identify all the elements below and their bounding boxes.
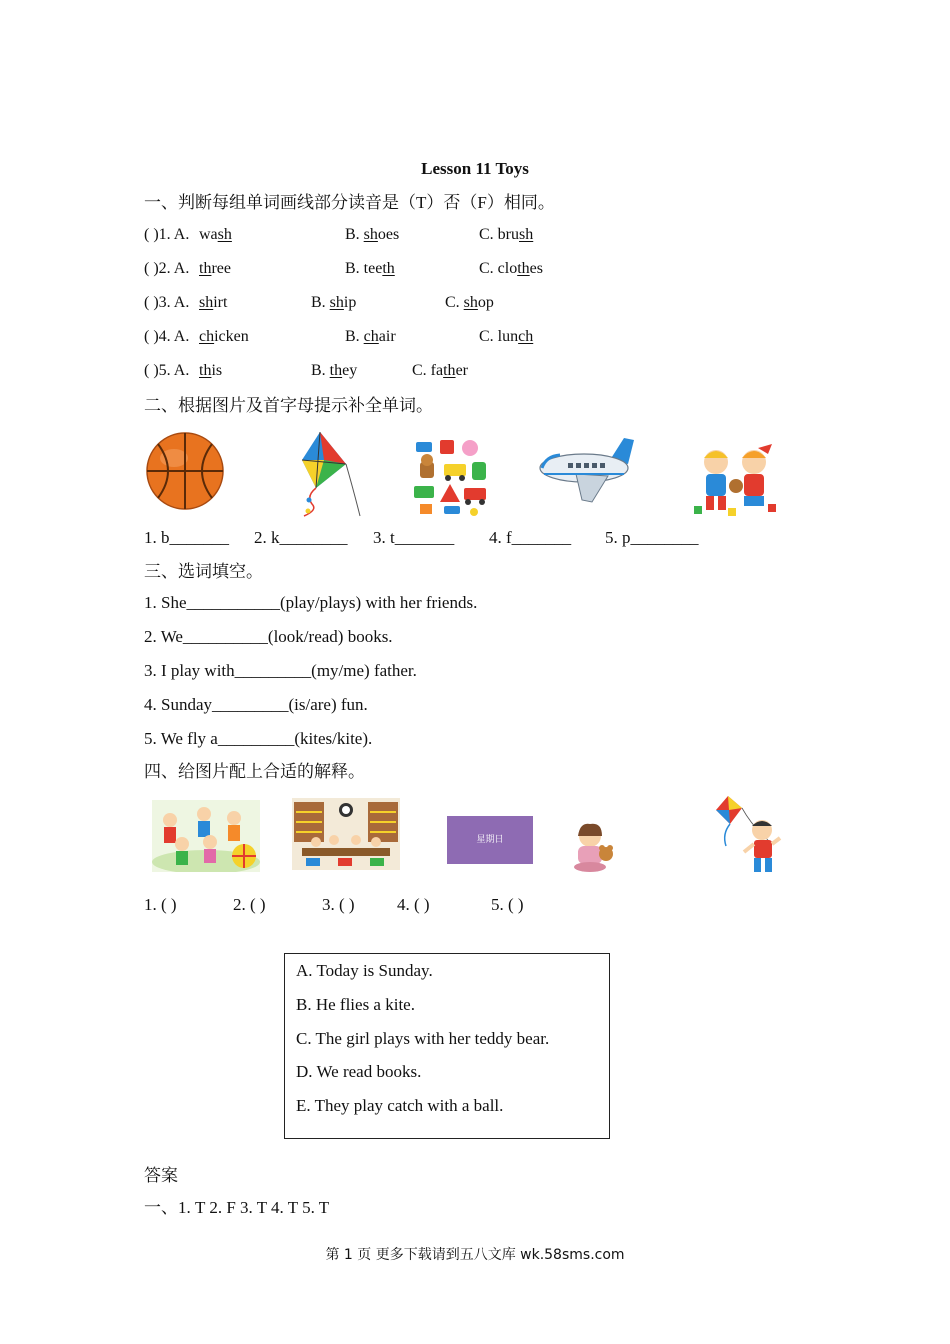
row4-word-c: C. lunch bbox=[479, 328, 534, 345]
boy-flying-kite-picture bbox=[712, 796, 784, 878]
section3-heading: 三、选词填空。 bbox=[144, 562, 263, 581]
fill-item-1: 1. She___________(play/plays) with her friends. bbox=[144, 593, 478, 612]
fill-item-2: 2. We__________(look/read) books. bbox=[144, 627, 393, 646]
section1-heading: 一、判断每组单词画线部分读音是（T）否（F）相同。 bbox=[144, 193, 555, 212]
answers-heading: 答案 bbox=[144, 1166, 178, 1185]
fill-item-3: 3. I play with_________(my/me) father. bbox=[144, 661, 417, 680]
row1-word-c: C. brush bbox=[479, 226, 534, 243]
blank-3: 3. t_______ bbox=[373, 528, 455, 547]
blank-2: 2. k________ bbox=[254, 528, 348, 547]
basketball-picture bbox=[144, 430, 226, 512]
row4-num: ( )4. A. bbox=[144, 328, 190, 345]
option-e: E. They play catch with a ball. bbox=[296, 1096, 504, 1115]
section2-heading: 二、根据图片及首字母提示补全单词。 bbox=[144, 396, 433, 415]
row5-word-b: B. they bbox=[311, 362, 358, 379]
section4-heading: 四、给图片配上合适的解释。 bbox=[144, 762, 365, 781]
sunday-card-picture bbox=[447, 816, 533, 864]
toys-picture bbox=[410, 436, 492, 518]
page-footer: 第 1 页 更多下载请到五八文库 wk.58sms.com bbox=[325, 1247, 625, 1263]
row3-word-c: C. shop bbox=[445, 294, 494, 311]
row5-word-a: this bbox=[199, 362, 223, 379]
blank-1: 1. b_______ bbox=[144, 528, 229, 547]
row2-word-c: C. clothes bbox=[479, 260, 543, 277]
answer-paren-2: 2. ( ) bbox=[233, 895, 266, 914]
page-title: Lesson 11 Toys bbox=[421, 159, 529, 178]
row2-num: ( )2. A. bbox=[144, 260, 190, 277]
row3-word-a: shirt bbox=[199, 294, 228, 311]
row4-word-a: chicken bbox=[199, 328, 249, 345]
library-reading-picture bbox=[292, 798, 400, 870]
row3-num: ( )3. A. bbox=[144, 294, 190, 311]
blank-5: 5. p________ bbox=[605, 528, 699, 547]
row3-word-b: B. ship bbox=[311, 294, 357, 311]
answer-paren-1: 1. ( ) bbox=[144, 895, 177, 914]
option-b: B. He flies a kite. bbox=[296, 995, 415, 1014]
row2-word-b: B. teeth bbox=[345, 260, 395, 277]
girl-teddy-bear-picture bbox=[572, 822, 618, 872]
row2-word-a: three bbox=[199, 260, 231, 277]
kite-picture bbox=[292, 430, 362, 518]
option-d: D. We read books. bbox=[296, 1062, 422, 1081]
answer-paren-3: 3. ( ) bbox=[322, 895, 355, 914]
blank-4: 4. f_______ bbox=[489, 528, 572, 547]
answer-paren-4: 4. ( ) bbox=[397, 895, 430, 914]
options-box bbox=[284, 953, 610, 1139]
children-playing-ball-picture bbox=[152, 800, 260, 872]
airplane-picture bbox=[538, 436, 636, 506]
row5-num: ( )5. A. bbox=[144, 362, 190, 379]
row4-word-b: B. chair bbox=[345, 328, 396, 345]
answer-paren-5: 5. ( ) bbox=[491, 895, 524, 914]
row5-word-c: C. father bbox=[412, 362, 468, 379]
sunday-card-text: 星期日 bbox=[476, 835, 504, 845]
fill-item-4: 4. Sunday_________(is/are) fun. bbox=[144, 695, 368, 714]
option-c: C. The girl plays with her teddy bear. bbox=[296, 1029, 550, 1048]
option-a: A. Today is Sunday. bbox=[296, 961, 433, 980]
fill-item-5: 5. We fly a_________(kites/kite). bbox=[144, 729, 373, 748]
row1-word-a: wash bbox=[199, 226, 232, 243]
row1-word-b: B. shoes bbox=[345, 226, 400, 243]
children-playing-picture bbox=[692, 444, 778, 518]
row1-num: ( )1. A. bbox=[144, 226, 190, 243]
answers-line-1: 一、1. T 2. F 3. T 4. T 5. T bbox=[144, 1198, 330, 1217]
